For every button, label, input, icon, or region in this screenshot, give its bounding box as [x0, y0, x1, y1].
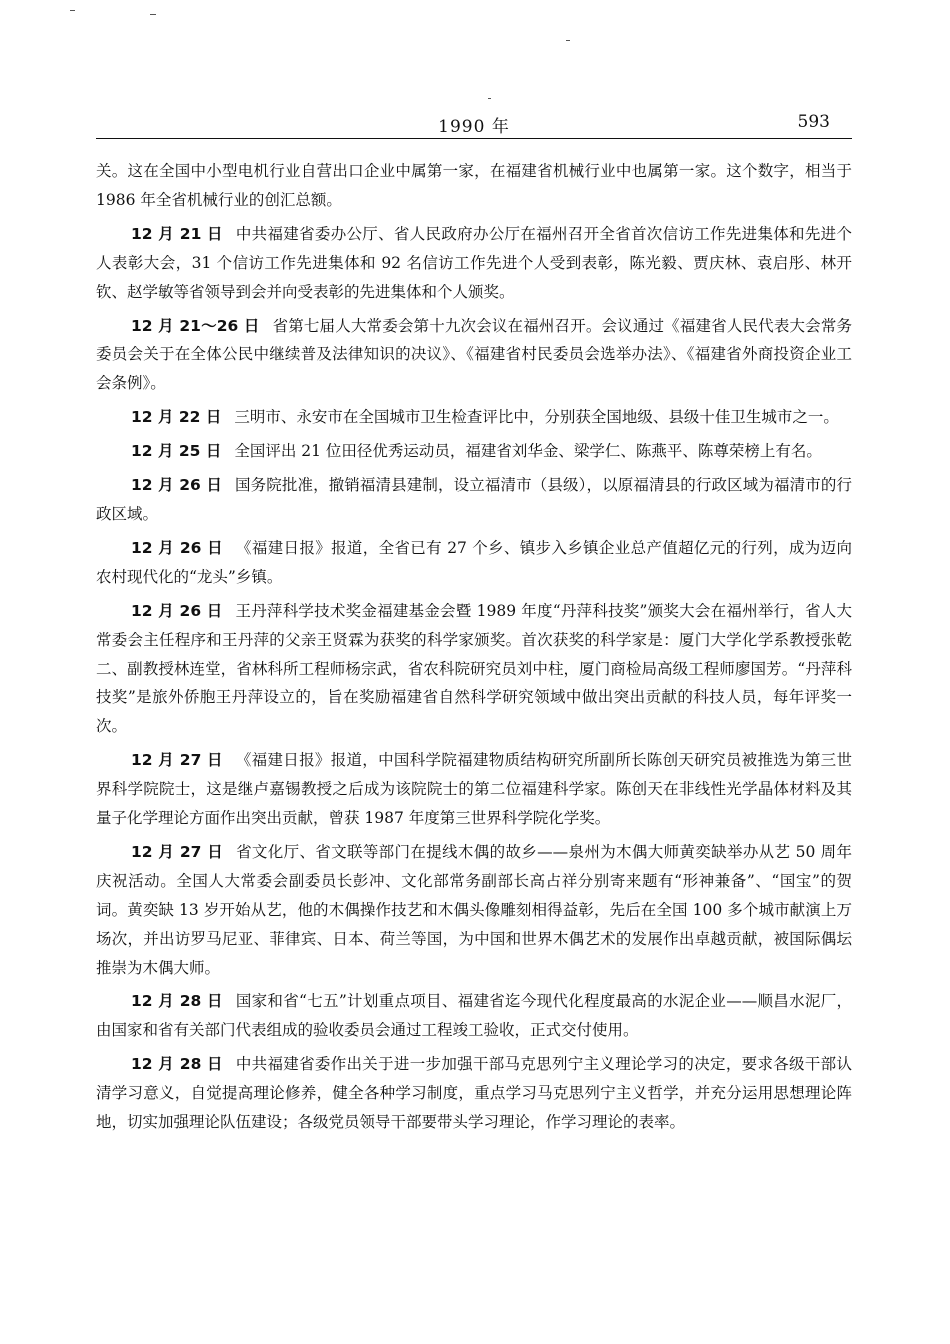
chronicle-body	[96, 157, 852, 1142]
page-number: 593	[797, 112, 830, 132]
entry-date: 12 月 26 日	[131, 538, 224, 557]
chronicle-entry	[96, 987, 852, 1045]
entry-date: 12 月 21 日	[131, 224, 223, 243]
entry-text: 三明市、永安市在全国城市卫生检查评比中，分别获全国地级、县级十佳卫生城市之一。	[234, 408, 839, 427]
chronicle-entry	[96, 534, 852, 592]
entry-text: 《福建日报》报道，中国科学院福建物质结构研究所副所长陈创天研究员被推选为第三世界科学院院士，这是继卢嘉锡教授之后成为该院院士的第二位福建科学家。陈创天在非线性光学晶体材料及其量子化学理论方面作出突出贡献，曾获 1987 年度第三世界科学院化学奖。	[96, 751, 852, 828]
entry-date: 12 月 26 日	[131, 476, 222, 495]
scan-speck	[150, 14, 156, 15]
chronicle-entry	[96, 1050, 852, 1137]
chronicle-entry	[96, 471, 852, 529]
entry-date: 12 月 22 日	[131, 408, 222, 427]
entry-date: 12 月 28 日	[131, 1055, 223, 1074]
chronicle-entry	[96, 403, 852, 432]
entry-text: 王丹萍科学技术奖金福建基金会暨 1989 年度“丹萍科技奖”颁奖大会在福州举行，省人大常委会主任程序和王丹萍的父亲王贤霖为获奖的科学家颁奖。首次获奖的科学家是：厦门大学化学系教授张乾二、副教授林连堂，省林科所工程师杨宗武，省农科院研究员刘中柱，厦门商检局高级工程师廖国芳。“丹萍科技奖”是旅外侨胞王丹萍设立的，旨在奖励福建省自然科学研究领域中做出突出贡献的科技人员，每年评奖一次。	[96, 601, 852, 736]
chronicle-entry	[96, 157, 852, 215]
entry-text: 省文化厅、省文联等部门在提线木偶的故乡——泉州为木偶大师黄奕缺举办从艺 50 周年庆祝活动。全国人大常委会副委员长彭冲、文化部常务副部长高占祥分别寄来题有“形神兼备”、“国宝”的贺词。黄奕缺 13 岁开始从艺，他的木偶操作技艺和木偶头像雕刻相得益彰，先后在全国 100 多个城市献演上万场次，并出访罗马尼亚、菲律宾、日本、荷兰等国，为中国和世界木偶艺术的发展作出卓越贡献，被国际偶坛推崇为木偶大师。	[96, 842, 852, 977]
chronicle-entry	[96, 220, 852, 307]
entry-text: 省第七届人大常委会第十九次会议在福州召开。会议通过《福建省人民代表大会常务委员会关于在全体公民中继续普及法律知识的决议》、《福建省村民委员会选举办法》、《福建省外商投资企业工会条例》。	[96, 316, 852, 393]
entry-text: 中共福建省委作出关于进一步加强干部马克思列宁主义理论学习的决定，要求各级干部认清学习意义，自觉提高理论修养，健全各种学习制度，重点学习马克思列宁主义哲学，并充分运用思想理论阵地，切实加强理论队伍建设；各级党员领导干部要带头学习理论，作学习理论的表率。	[96, 1055, 852, 1132]
entry-text: 中共福建省委办公厅、省人民政府办公厅在福州召开全省首次信访工作先进集体和先进个人表彰大会，31 个信访工作先进集体和 92 名信访工作先进个人受到表彰，陈光毅、贾庆林、袁启彤、林开钦、赵学敏等省领导到会并向受表彰的先进集体和个人颁奖。	[96, 224, 852, 301]
chronicle-entry	[96, 746, 852, 833]
entry-text: 国务院批准，撤销福清县建制，设立福清市（县级），以原福清县的行政区域为福清市的行政区域。	[96, 476, 852, 523]
chronicle-entry	[96, 838, 852, 983]
entry-text: 关。这在全国中小型电机行业自营出口企业中属第一家，在福建省机械行业中也属第一家。这个数字，相当于 1986 年全省机械行业的创汇总额。	[96, 162, 852, 209]
entry-date: 12 月 21～26 日	[131, 316, 260, 335]
entry-date: 12 月 25 日	[131, 442, 222, 461]
entry-date: 12 月 28 日	[131, 992, 223, 1011]
running-header	[96, 108, 852, 139]
entry-date: 12 月 26 日	[131, 601, 223, 620]
scan-speck	[488, 98, 491, 99]
entry-text: 《福建日报》报道，全省已有 27 个乡、镇步入乡镇企业总产值超亿元的行列，成为迈向农村现代化的“龙头”乡镇。	[96, 538, 852, 586]
chronicle-entry	[96, 597, 852, 742]
entry-text: 全国评出 21 位田径优秀运动员，福建省刘华金、梁学仁、陈燕平、陈尊荣榜上有名。	[234, 442, 822, 461]
entry-text: 国家和省“七五”计划重点项目、福建省迄今现代化程度最高的水泥企业——顺昌水泥厂，由国家和省有关部门代表组成的验收委员会通过工程竣工验收，正式交付使用。	[96, 992, 852, 1040]
chronicle-entry	[96, 312, 852, 399]
scan-speck	[566, 40, 570, 41]
header-year: 1990 年	[438, 117, 510, 137]
chronicle-entry	[96, 437, 852, 466]
entry-date: 12 月 27 日	[131, 842, 224, 861]
scan-speck	[70, 10, 75, 11]
entry-date: 12 月 27 日	[131, 751, 223, 770]
